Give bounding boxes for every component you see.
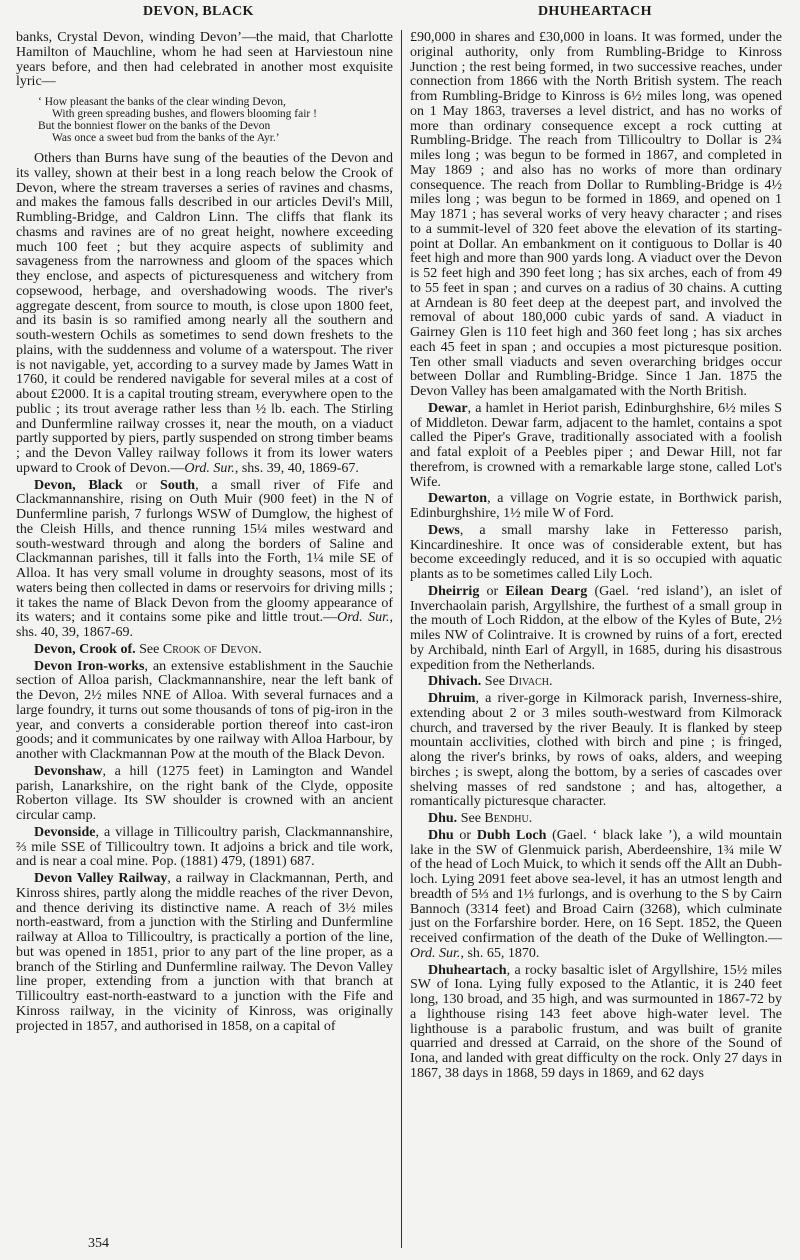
entry-text: (Gael. ‘ black lake ’), a wild mountain lake in the SW of Glenmuick parish, Aberdeenshire, 1¾ mile W of the head of Loch Muick, to which it sends off the Allt an Dubh-loch. Lying 2091 feet above sea-level, it has an utmost length and breadth of 5⅓ and 1⅓ furlongs, and is overhung to the S by Cairn Bannoch (3314 feet) and Broad Cairn (3268), which culminate just on the Forfarshire border. Here, on 16 Sept. 1852, the Queen received confirmation of the death of the Duke of Wellington.—	[410, 827, 782, 946]
entry-text: , shs. 40, 39, 1867-69.	[16, 610, 394, 640]
gazetteer-entry	[16, 479, 393, 641]
entry-headword: Eilean Dearg	[505, 583, 588, 599]
entry-text: , sh. 65, 1870.	[460, 945, 540, 961]
gazetteer-entry	[16, 872, 393, 1034]
entry-headword: Dhuheartach	[428, 962, 507, 978]
gazetteer-entry	[16, 152, 393, 477]
gazetteer-entry	[410, 829, 782, 962]
gazetteer-entry	[410, 964, 782, 1082]
gazetteer-entry	[410, 402, 782, 491]
cross-reference: Bendhu.	[484, 811, 533, 826]
verse-line: Was once a sweet bud from the banks of the Ayr.’	[52, 132, 280, 144]
gazetteer-entry	[16, 826, 393, 870]
entry-headword: Dhu	[428, 827, 454, 843]
entry-text: , a railway in Clackmannan, Perth, and Kinross shires, partly along the middle reaches of the river Devon, and thence deriving its distinctive name. A reach of 3½ miles north-eastward, from a junction with the Stirling and Dunfermline railway at Alloa to Tillicoultry, is practically a portion of the line, but was opened in 1851, prior to any part of the line proper, as a branch of the Stirling and Dunfermline railway. The Devon Valley line proper, extending from a junction with that branch at Tillicoultry east-north-eastward to a junction with the Fife and Kinross railway, in the vicinity of Kinross, was originally projected in 1857, and authorised in 1858, on a capital of	[16, 871, 393, 1034]
entry-text: , a hill (1275 feet) in Lamington and Wandel parish, Lanarkshire, on the right bank of the Clyde, opposite Roberton village. Its SW shoulder is crowned with an ancient circular camp.	[16, 763, 393, 823]
entry-text: , a small marshy lake in Fetteresso parish, Kincardineshire. It once was of considerable extent, but has become exceedingly reduced, and it is so occupied with aquatic plants as to be sometimes called Lily Loch.	[410, 522, 782, 582]
gazetteer-entry	[16, 643, 393, 658]
entry-text: , a rocky basaltic islet of Argyllshire, 15½ miles SW of Iona. Lying fully exposed to the Atlantic, it is 240 feet long, 130 broad, and 35 high, and was surmounted in 1867-72 by a lighthouse rising 143 feet above high-water level. The lighthouse is a parabolic frustum, and was built of granite quarried and dressed at Carraid, on the shore of the Sound of Iona, and landed with great difficulty on the rock. Only 27 days in 1867, 38 days in 1868, 59 days in 1869, and 62 days	[410, 962, 782, 1081]
entry-text: £90,000 in shares and £30,000 in loans. It was formed, under the original authority, only from Rumbling-Bridge to Kinross Junction ; the rest being formed, in two successive reaches, under connection from 1866 with the North British system. The reach from Rumbling-Bridge to Kinross is 6½ miles long, was opened on 1 May 1863, traverses a level district, and has no works of more than ordinary consequence except a rock cutting at Rumbling-Bridge. The reach from Tillicoultry to Dollar is 2¾ miles long ; was begun to be formed in 1867, and completed in May 1869 ; and also has no works of more than ordinary consequence. The reach from Dollar to Rumbling-Bridge is 4½ miles long ; was begun to be formed in 1869, and opened on 1 May 1871 ; has several works of very heavy character ; and rises to a summit-level of 320 feet above the elevation of its starting-point at Dollar. An embankment on it contiguous to Dollar is 40 feet high and more than 900 yards long. A viaduct over the Devon is 52 feet high and 390 feet long ; has six arches, each of from 49 to 55 feet in span ; and curves on a radius of 30 chains. A cutting at Arndean is 80 feet deep at the deepest part, and involved the removal of about 180,000 cubic yards of sand. A viaduct in Gairney Glen is 110 feet high and 360 feet long ; has six arches each 45 feet in span ; and occupies a most picturesque position. Ten other small viaducts and seven overarching bridges occur between Dollar and Rumbling-Bridge. Since 1 Jan. 1875 the Devon Valley has been amalgamated with the North British.	[410, 30, 782, 399]
entry-text: , shs. 39, 40, 1869-67.	[234, 460, 359, 476]
running-head-right: DHUHEARTACH	[538, 4, 652, 19]
gazetteer-entry	[410, 524, 782, 583]
entry-text: (Gael. ‘red island’), an islet of Inverchaolain parish, Argyllshire, the furthest of a small group in the mouth of Loch Riddon, at the elbow of the Kyles of Bute, 2½ miles NW of Colintraive. It is crowned by ruins of a fort, erected by Archibald, ninth Earl of Argyll, in 1685, during his disastrous expedition from the Netherlands.	[410, 583, 783, 673]
entry-text: , a village on Vogrie estate, in Borthwick parish, Edinburghshire, 1½ mile W of Ford.	[410, 491, 782, 521]
entries	[410, 402, 782, 1082]
entry-headword: Dewar	[428, 400, 468, 416]
citation: Ord. Sur.	[184, 460, 235, 476]
gazetteer-entry	[410, 585, 782, 674]
verse-quote	[38, 96, 393, 144]
cross-reference: Divach.	[508, 674, 553, 690]
entry-headword: Devon Iron-works	[34, 658, 145, 674]
entry-headword: Devon, Crook of.	[34, 641, 136, 657]
citation: Ord. Sur.	[337, 610, 390, 626]
gazetteer-entry	[16, 765, 393, 824]
gazetteer-entry	[410, 492, 782, 522]
entry-text: or	[453, 827, 477, 843]
entry-headword: Devonside	[34, 824, 96, 840]
entry-text: See	[457, 811, 485, 826]
entry-text: See	[481, 674, 509, 690]
continuation-paragraph	[410, 31, 782, 400]
gazetteer-entry	[410, 812, 782, 827]
entry-text: or	[122, 477, 161, 493]
gazetteer-entry	[410, 675, 782, 690]
right-column	[410, 31, 782, 1082]
cross-reference: Crook of Devon.	[162, 641, 262, 657]
entry-text: , a village in Tillicoultry parish, Clackmannanshire, ⅔ mile SSE of Tillicoultry town. It adjoins a brick and tile work, and is near a coal mine. Pop. (1881) 479, (1891) 687.	[16, 824, 393, 870]
running-head-left: DEVON, BLACK	[143, 4, 254, 19]
verse-line: ‘ How pleasant the banks of the clear winding Devon,	[38, 96, 286, 108]
entry-text: , an extensive establishment in the Sauchie section of Alloa parish, Clackmannanshire, near the left bank of the Devon, 2½ miles NNE of Alloa. With several furnaces and a large foundry, it turns out some thousands of tons of pig-iron in the year, and converts a considerable portion thereof into cast-iron goods; and it communicates by one railway with Alloa Harbour, by another with Clackmannan Pow at the mouth of the Black Devon.	[16, 658, 393, 762]
entry-text: See	[135, 641, 163, 657]
entry-text: Others than Burns have sung of the beauties of the Devon and its valley, shown at their best in a long reach below the Crook of Devon, where the stream traverses a series of ravines and chasms, and makes the famous falls described in our articles Devil's Mill, Rumbling-Bridge, and Caldron Linn. The cliffs that flank its chasms and ravines are of no great height, nowhere exceeding much 100 feet ; but they acquire aspects of sublimity and savageness from the narrowness and gloom of the spaces which they enclose, and aspects of picturesqueness and witchery from copsewood, herbage, and overshadowing woods. The river's aggregate descent, from source to mouth, is close upon 1800 feet, and its basin is so ramified among nearly all the southern and south-western Ochils as sometimes to send down freshets to the plains, with the suddenness and volume of a waterspout. The river is not navigable, yet, according to a survey made by James Watt in 1760, it could be rendered navigable for several miles at a cost of about £2000. It is a capital trouting stream, everywhere open to the public ; its trout average rather less than ½ lb. each. The Stirling and Dunfermline railway crosses it, near the mouth, on a viaduct partly supported by piers, partly suspended on strong timber beams ; and the Devon Valley railway follows it from its lower waters upward to Crook of Devon.—	[16, 151, 393, 476]
entry-headword: Dubh Loch	[476, 827, 547, 843]
entry-headword: Devon, Black	[34, 477, 123, 493]
entry-text: , a river-gorge in Kilmorack parish, Inverness-shire, extending about 2 or 3 miles south-westward from Kilmorack church, and traversed by the river Beauly. It is flanked by steep mountain acclivities, clothed with birch and pine ; is fringed, along the river's brinks, by rows of oaks, alders, and weeping birches ; is swept, along the bottom, by a series of cascades over shelving masses of red sandstone ; and has, altogether, a romantically picturesque character.	[410, 691, 782, 810]
left-column	[16, 31, 393, 1034]
gazetteer-entry	[410, 692, 782, 810]
entries	[16, 152, 393, 1034]
entry-headword: Dewarton	[428, 491, 488, 507]
entry-headword: Dheirrig	[428, 583, 480, 599]
entry-text: or	[479, 583, 506, 599]
entry-headword: Dews	[428, 522, 460, 538]
continuation-paragraph	[16, 31, 393, 90]
entry-headword: Dhivach.	[428, 674, 482, 690]
gazetteer-entry	[16, 660, 393, 763]
citation: Ord. Sur.	[410, 945, 461, 961]
entry-headword: Devonshaw	[34, 763, 103, 779]
entry-text: , a hamlet in Heriot parish, Edinburghshire, 6½ miles S of Middleton. Dewar farm, adjacent to the hamlet, contains a spot called the Piper's Grave, traditionally associated with a foolish and fatal exploit of a Peebles piper ; and Dewar Hill, not far therefrom, is crowned with a remarkable large stone, called Lot's Wife.	[410, 400, 782, 490]
entry-text: , a small river of Fife and Clackmannanshire, rising on Outh Muir (900 feet) in the N of Dunfermline parish, 7 furlongs WSW of Dumglow, the highest of the Cleish Hills, and thence running 15¼ miles westward and south-westward through and along the borders of Saline and Clackmannan parishes, till it falls into the Forth, 1¼ mile SE of Alloa. It has very small volume in droughty seasons, most of its waters being then collected in dams or reservoirs for driving mills ; it takes the name of Black Devon from the gloomy appearance of its waters; and it contains some pike and little trout.—	[16, 477, 393, 626]
entry-headword: Dhu.	[428, 811, 458, 826]
verse-line: But the bonniest flower on the banks of the Devon	[38, 120, 271, 132]
entry-headword: Dhruim	[428, 691, 476, 706]
entry-headword: South	[160, 477, 196, 493]
verse-line: With green spreading bushes, and flowers blooming fair !	[52, 108, 317, 120]
page-number: 354	[88, 1236, 109, 1251]
entry-text: banks, Crystal Devon, winding Devon’—the maid, that Charlotte Hamilton of Mauchline, whom he had seen at Harviestoun nine years before, and then had celebrated in another most exquisite lyric—	[16, 30, 393, 90]
column-divider	[401, 30, 402, 1248]
entry-headword: Devon Valley Railway	[34, 871, 168, 886]
